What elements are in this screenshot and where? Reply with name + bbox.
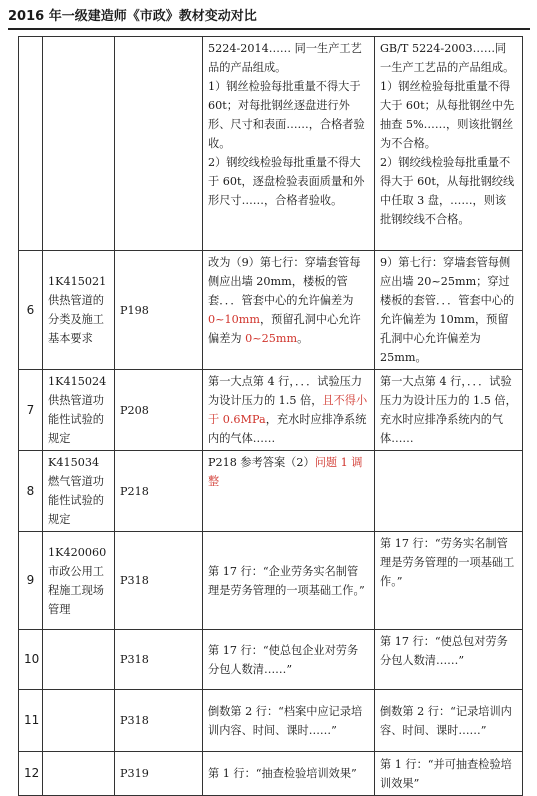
highlight-text: 且不得小于 0.6MPa — [208, 394, 368, 426]
new-text: 。 — [297, 332, 309, 345]
page-cell: P318 — [115, 690, 203, 752]
comparison-table — [18, 36, 523, 796]
old-content-cell — [375, 690, 523, 752]
new-line: 5224-2014…… 同一生产工艺品的产品组成。 — [208, 42, 362, 74]
page-cell: P318 — [115, 630, 203, 690]
row-number: 10 — [19, 630, 43, 690]
new-content-cell — [203, 532, 375, 630]
table-row — [19, 37, 523, 251]
page-cell: P318 — [115, 532, 203, 630]
new-content-cell — [203, 752, 375, 796]
old-line: 1）钢丝检验每批重量不得大于 60t；从每批钢丝中先抽查 5%……，则该批钢丝为不合格。 — [380, 80, 515, 150]
row-number: 7 — [19, 370, 43, 451]
page-cell: P208 — [115, 370, 203, 451]
table-row — [19, 532, 523, 630]
table-row — [19, 690, 523, 752]
new-text: ，充水时应排净系统内的气体…… — [208, 413, 367, 445]
old-content-cell — [375, 37, 523, 251]
new-content-cell — [203, 251, 375, 370]
new-content-cell — [203, 630, 375, 690]
old-content-cell — [375, 451, 523, 532]
new-text: ，预留孔洞中心允许偏差为 — [208, 313, 361, 345]
page-cell: P218 — [115, 451, 203, 532]
row-number: 12 — [19, 752, 43, 796]
old-text: 倒数第 2 行：“记录培训内容、时间、课时……” — [380, 704, 512, 737]
item-cell — [43, 690, 115, 752]
item-cell: 1K420060 市政公用工程施工现场管理 — [43, 532, 115, 630]
header-rule — [8, 28, 530, 30]
row-number: 6 — [19, 251, 43, 370]
old-content-cell — [375, 630, 523, 690]
highlight-text: 0~10mm — [208, 313, 260, 326]
old-line: GB/T 5224-2003……同一生产工艺品的产品组成。 — [380, 42, 515, 74]
highlight-text: 0~25mm — [245, 332, 298, 345]
item-cell — [43, 752, 115, 796]
highlight-text: 问题 1 调整 — [208, 456, 363, 488]
row-number: 8 — [19, 451, 43, 532]
item-cell — [43, 37, 115, 251]
old-content-cell — [375, 752, 523, 796]
old-content-cell — [375, 532, 523, 630]
document-header — [8, 6, 530, 28]
row-number: 11 — [19, 690, 43, 752]
new-text: 第 17 行：“使总包企业对劳务分包人数清……” — [208, 643, 359, 676]
old-text: 第 1 行：“并可抽查检验培训效果” — [380, 757, 512, 790]
item-cell: 1K415024 供热管道功能性试验的规定 — [43, 370, 115, 451]
new-content-cell — [203, 37, 375, 251]
page-cell: P198 — [115, 251, 203, 370]
new-text: 第 1 行：“抽查检验培训效果” — [208, 767, 357, 780]
new-line: 1）钢丝检验每批重量不得大于 60t；对每批钢丝逐盘进行外形、尺寸和表面……，合格者验收。 — [208, 80, 365, 150]
row-number: 9 — [19, 532, 43, 630]
table-row — [19, 370, 523, 451]
old-content-cell: 第一大点第 4 行，．．．试验压力为设计压力的 1.5 倍，充水时应排净系统内的气体…… — [375, 370, 523, 451]
table-row — [19, 451, 523, 532]
item-cell — [43, 630, 115, 690]
old-text: 第 17 行：“劳务实名制管理是劳务管理的一项基础工作。” — [380, 537, 515, 588]
new-content-cell — [203, 451, 375, 532]
page-cell: P319 — [115, 752, 203, 796]
new-text: P218 参考答案（2） — [208, 456, 315, 469]
document-title: 2016 年一级建造师《市政》教材变动对比 — [8, 9, 257, 24]
row-number — [19, 37, 43, 251]
table-row — [19, 251, 523, 370]
table-row — [19, 752, 523, 796]
old-line: 2）钢绞线检验每批重量不得大于 60t，从每批钢绞线中任取 3 盘，……，则该批钢绞线不合格。 — [380, 156, 515, 226]
table-row — [19, 630, 523, 690]
page-cell — [115, 37, 203, 251]
new-line: 2）钢绞线检验每批重量不得大于 60t，逐盘检验表面质量和外形尺寸……，合格者验收。 — [208, 156, 365, 207]
item-cell: 1K415021 供热管道的分类及施工基本要求 — [43, 251, 115, 370]
new-content-cell — [203, 690, 375, 752]
new-text: 第一大点第 4 行，．．．试验压力为设计压力的 1.5 倍， — [208, 375, 363, 407]
new-content-cell — [203, 370, 375, 451]
item-cell: K415034 燃气管道功能性试验的规定 — [43, 451, 115, 532]
old-text: 第 17 行：“使总包对劳务分包人数清……” — [380, 635, 508, 667]
new-text: 第 17 行：“企业劳务实名制管理是劳务管理的一项基础工作。” — [208, 564, 365, 597]
new-text: 改为（9）第七行：穿墙套管每侧应出墙 20mm，楼板的管套．．．管套中心的允许偏差为 — [208, 256, 361, 307]
new-text: 倒数第 2 行：“档案中应记录培训内容、时间、课时……” — [208, 704, 363, 737]
old-content-cell: 9）第七行：穿墙套管每侧应出墙 20~25mm；穿过楼板的套管．．．管套中心的允许偏差为 10mm，预留孔洞中心允许偏差为 25mm。 — [375, 251, 523, 370]
